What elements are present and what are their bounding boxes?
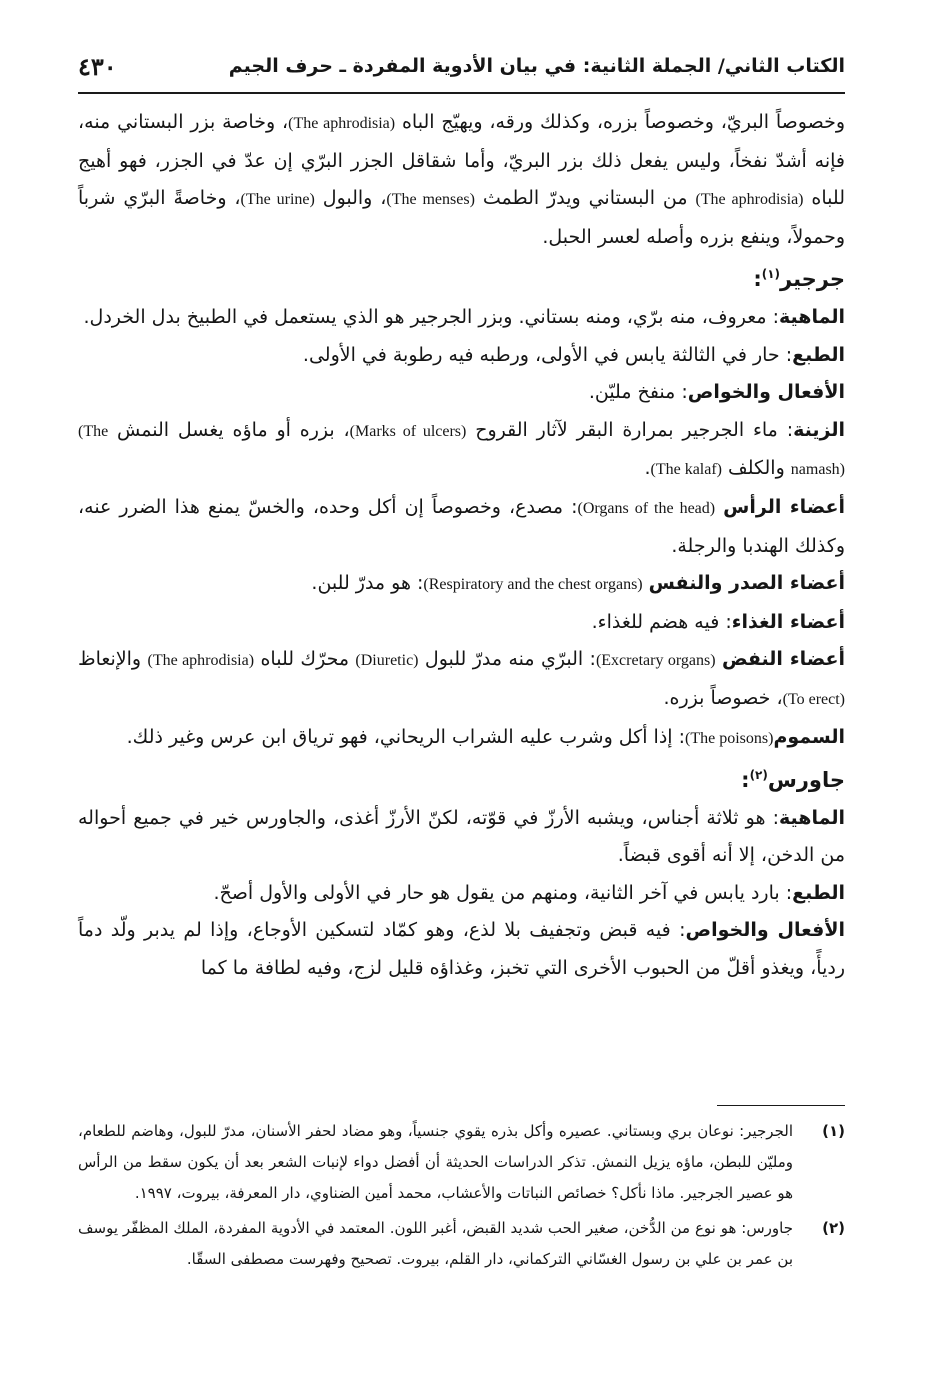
latin-term: (The poisons): [685, 729, 774, 747]
section-term: أعضاء الغذاء: [731, 610, 845, 633]
intro-text: ، وخاصةً البرّي شرباً وحمولاً، وينفع بزره وأصله لعسر الحبل.: [78, 187, 845, 248]
section-text: : بارد يابس في آخر الثانية، ومنهم من يقول هو حار في الأولى والأول أصحّ.: [213, 881, 793, 904]
section-zina: [78, 412, 845, 489]
section-term: السموم: [773, 725, 845, 748]
entry-title: جاورس: [767, 768, 845, 793]
latin-term: (The urine): [240, 191, 315, 209]
section-afal: [78, 912, 845, 987]
footnote-ref[interactable]: (١): [761, 267, 781, 282]
section-text: : منفخ مليّن.: [588, 381, 688, 404]
section-text: : فيه قبض وتجفيف بلا لذع، وهو كمّاد لتسكين الأوجاع، وإذا لم يدبر ولّد دماً رديأً، ويغذو أقلّ من الحبوب الأخرى التي تخبز، وغذاؤه قليل لزج، وفيه لطافة ما كما: [78, 919, 845, 980]
section-text: : هو مدرّ للبن.: [311, 572, 424, 595]
section-term: الطبع: [792, 343, 845, 366]
latin-term: (Marks of ulcers): [349, 422, 467, 440]
heading-colon: :: [753, 267, 762, 292]
running-title: الكتاب الثاني/ الجملة الثانية: في بيان الأدوية المفردة ـ حرف الجيم: [228, 55, 845, 77]
section-term: الأفعال والخواص: [685, 919, 846, 942]
intro-text: وخصوصاً البريّ، وخصوصاً بزره، وكذلك ورقه، ويهيّج الباه: [395, 111, 845, 133]
latin-term: (Excretary organs): [595, 652, 716, 670]
latin-term: (To erect): [782, 690, 845, 708]
section-text: والإنعاظ: [78, 648, 148, 671]
intro-text: من البستاني ويدرّ الطمث: [474, 187, 696, 210]
section-text: ، خصوصاً بزره.: [663, 686, 783, 709]
footnote-rule: [717, 1105, 845, 1106]
entry-title: جرجير: [780, 267, 845, 292]
footnote-2: [78, 1213, 845, 1275]
section-tab: [78, 875, 845, 913]
footnote-text: جاورس: هو نوع من الدُّخن، صغير الحب شديد القبض، أغبر اللون. المعتمد في الأدوية المفردة، الملك المظفّر يوسف بن عمر بن علي بن رسول الغسّاني التركماني، دار القلم، بيروت. تصحيح وفهرست مصطفى السقّا.: [78, 1219, 793, 1268]
latin-term: (Organs of the head): [577, 499, 716, 517]
header-rule: [78, 92, 845, 94]
section-text: : حار في الثالثة يابس في الأولى، ورطبه فيه رطوبة في الأولى.: [302, 343, 793, 366]
intro-paragraph: [78, 104, 845, 256]
footnote-marker: (٢): [822, 1219, 845, 1237]
section-sumum: [78, 719, 845, 758]
section-sadr: [78, 565, 845, 604]
footnote-ref[interactable]: (٢): [749, 768, 768, 783]
section-text: ، بزره أو ماؤه يغسل النمش: [108, 418, 350, 441]
footnote-1: [78, 1116, 845, 1209]
footnote-text: الجرجير: نوعان بري وبستاني. عصيره وأكل بذره يقوي جنسياً، وهو مضاد لحفر الأسنان، مدرّ للبول، وهاضم للطعام، ومليّن للبطن، ماؤه يزيل النمش. تذكر الدراسات الحديثة أن أفضل دواء لإنبات الشعر بعد أن يكون سقط من الرأس هو عصير الجرجير. ماذا نأكل؟ خصائص النباتات والأعشاب، محمد أمين الضناوي، دار المعرفة، بيروت، ١٩٩٧.: [78, 1122, 793, 1202]
footnotes: [78, 1116, 845, 1279]
section-ghidha: [78, 604, 845, 642]
section-text: : فيه هضم للغذاء.: [591, 610, 732, 633]
latin-term: (Diuretic): [355, 652, 419, 670]
section-text: : هو ثلاثة أجناس، ويشبه الأرزّ في قوّته، لكنّ الأرزّ أغذى، والجاورس خير في جميع أحواله من الدخن، إلا أنه أقوى قبضاً.: [78, 806, 845, 867]
latin-term: (The kalaf): [650, 461, 723, 479]
latin-term: (The aphrodisia): [147, 652, 255, 670]
latin-term: (Respiratory and the chest organs): [423, 576, 643, 594]
section-term: الماهية: [779, 806, 845, 829]
section-text: : البرّي منه مدرّ للبول: [418, 648, 596, 671]
section-mahiya: [78, 299, 845, 337]
section-text: : إذا أكل وشرب عليه الشراب الريحاني، فهو ترياق ابن عرس وغير ذلك.: [126, 725, 685, 748]
heading-colon: :: [741, 768, 750, 793]
section-ras: [78, 489, 845, 565]
section-text: .: [644, 457, 651, 480]
latin-term: (The aphrodisia): [288, 115, 396, 132]
section-nafd: [78, 641, 845, 718]
page-number: ٤٣٠: [78, 51, 117, 81]
section-term: أعضاء الصدر والنفس: [648, 572, 845, 595]
section-term: الأفعال والخواص: [687, 381, 845, 404]
section-mahiya: [78, 800, 845, 875]
section-text: : معروف، منه برّي، ومنه بستاني. وبزر الجرجير هو الذي يستعمل في الطبيخ بدل الخردل.: [83, 305, 780, 328]
entry-heading-jarjir: [78, 256, 845, 299]
section-term: الطبع: [792, 881, 845, 904]
intro-text: ، وخاصة بزر البستاني منه، فإنه أشدّ نفخاً، وليس يفعل ذلك بزر البريّ، وأما شقاقل الجزر البرّي إن عدّ في الجزر، فهو أهيج للباه: [78, 111, 845, 210]
section-tab: [78, 337, 845, 375]
section-term: الزينة: [793, 418, 846, 441]
section-text: : ماء الجرجير بمرارة البقر لآثار القروح: [466, 418, 794, 441]
entry-heading-jawars: [78, 757, 845, 800]
section-text: محرّك للباه: [254, 648, 356, 671]
section-text: والكلف: [722, 457, 791, 480]
section-term: أعضاء الرأس: [723, 495, 845, 518]
section-afal: [78, 374, 845, 412]
intro-text: ، والبول: [314, 187, 387, 210]
section-term: أعضاء النفض: [721, 648, 845, 671]
section-text: : مصدع، وخصوصاً إن أكل وحده، والخسّ يمنع هذا الضرر عنه، وكذلك الهندبا والرجلة.: [78, 495, 845, 557]
latin-term: (The aphrodisia): [695, 191, 804, 209]
section-term: الماهية: [779, 305, 845, 328]
footnote-marker: (١): [822, 1122, 845, 1140]
latin-term: (The namash): [78, 422, 845, 479]
page-header: [78, 46, 845, 86]
main-text: [78, 104, 845, 988]
latin-term: (The menses): [386, 191, 475, 209]
